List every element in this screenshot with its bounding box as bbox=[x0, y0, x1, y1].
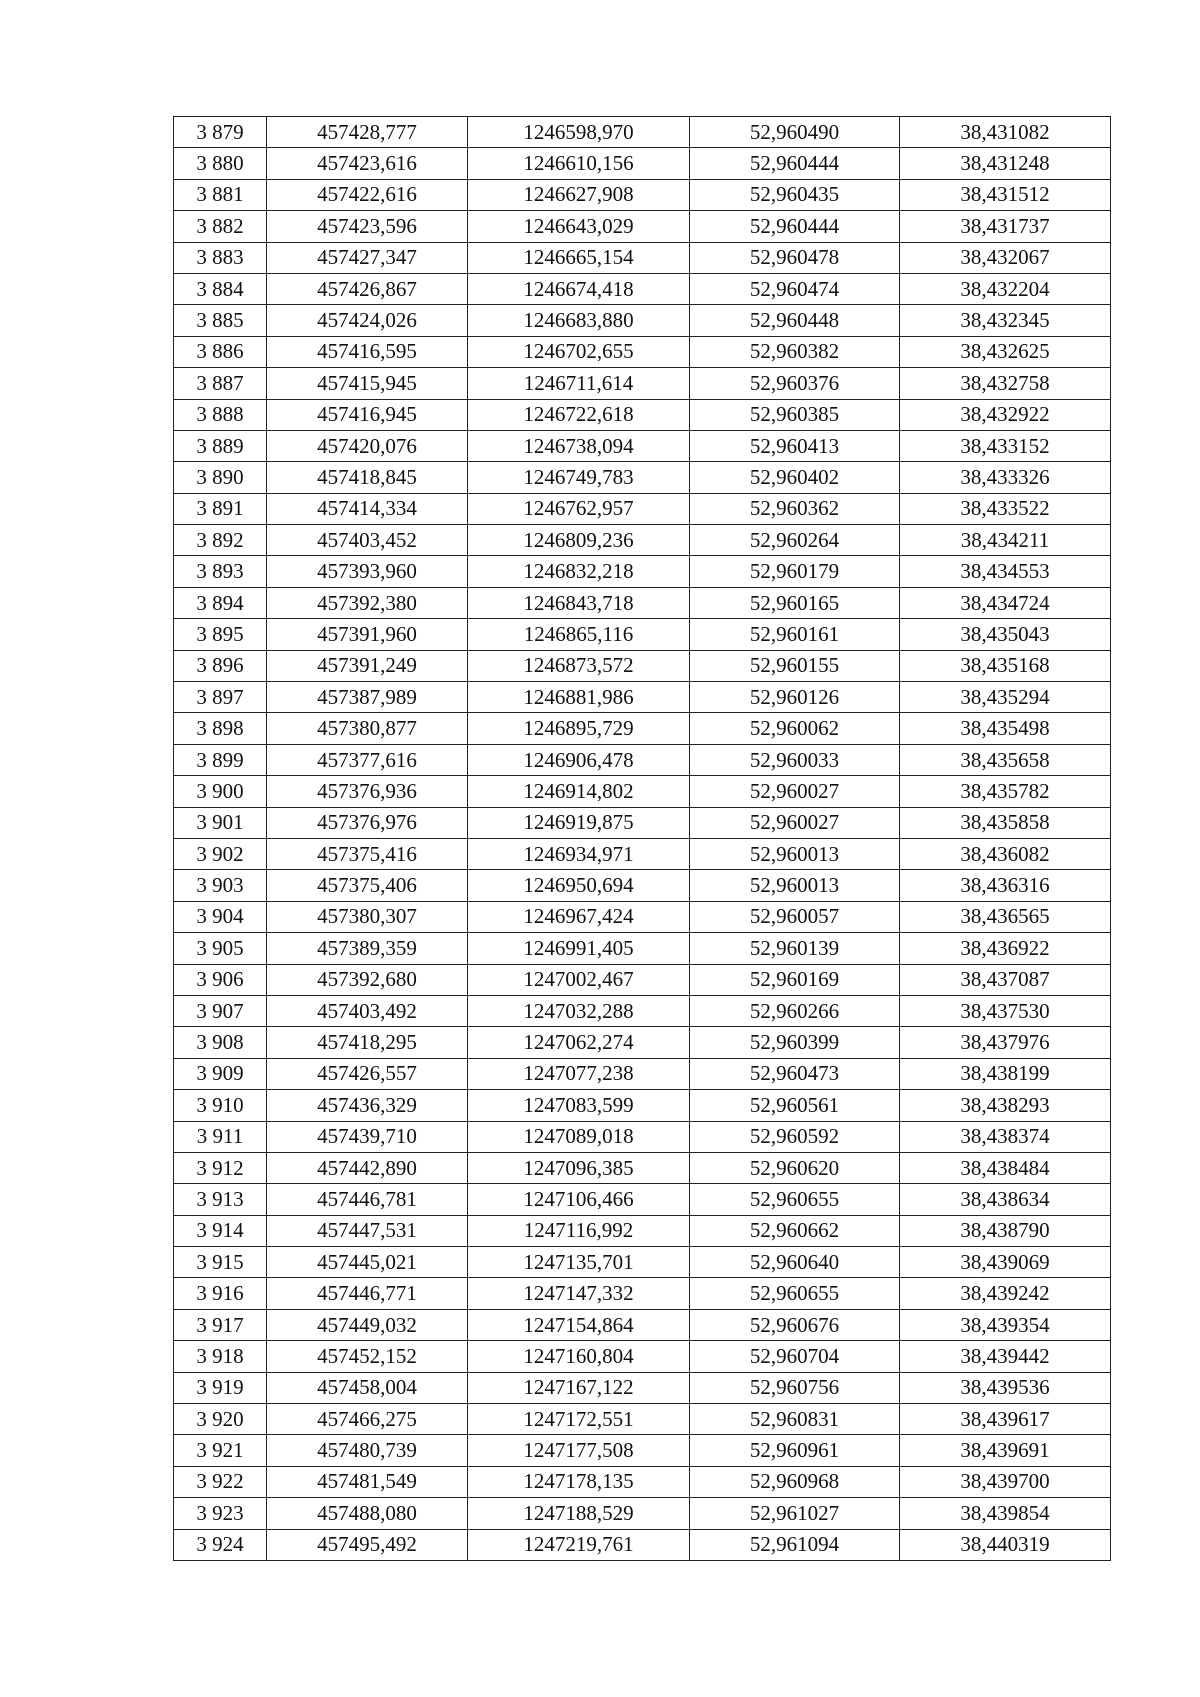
x-coordinate-cell: 457393,960 bbox=[267, 556, 468, 587]
longitude-cell: 38,440319 bbox=[900, 1529, 1111, 1560]
table-row bbox=[174, 838, 1111, 869]
y-coordinate-cell: 1247089,018 bbox=[468, 1121, 690, 1152]
longitude-cell: 38,436565 bbox=[900, 901, 1111, 932]
y-coordinate-cell: 1246702,655 bbox=[468, 336, 690, 367]
point-number-cell: 3 915 bbox=[174, 1247, 267, 1278]
point-number-cell: 3 884 bbox=[174, 273, 267, 304]
coordinates-table-body bbox=[174, 117, 1111, 1561]
point-number-cell: 3 895 bbox=[174, 619, 267, 650]
y-coordinate-cell: 1246906,478 bbox=[468, 744, 690, 775]
longitude-cell: 38,435043 bbox=[900, 619, 1111, 650]
table-row bbox=[174, 211, 1111, 242]
table-row bbox=[174, 682, 1111, 713]
table-row bbox=[174, 901, 1111, 932]
y-coordinate-cell: 1246895,729 bbox=[468, 713, 690, 744]
y-coordinate-cell: 1247135,701 bbox=[468, 1247, 690, 1278]
table-row bbox=[174, 368, 1111, 399]
latitude-cell: 52,960179 bbox=[690, 556, 900, 587]
latitude-cell: 52,960444 bbox=[690, 211, 900, 242]
latitude-cell: 52,960478 bbox=[690, 242, 900, 273]
longitude-cell: 38,433326 bbox=[900, 462, 1111, 493]
latitude-cell: 52,960385 bbox=[690, 399, 900, 430]
point-number-cell: 3 906 bbox=[174, 964, 267, 995]
point-number-cell: 3 907 bbox=[174, 995, 267, 1026]
table-row bbox=[174, 525, 1111, 556]
table-row bbox=[174, 556, 1111, 587]
y-coordinate-cell: 1246873,572 bbox=[468, 650, 690, 681]
table-row bbox=[174, 242, 1111, 273]
table-row bbox=[174, 964, 1111, 995]
y-coordinate-cell: 1246914,802 bbox=[468, 776, 690, 807]
x-coordinate-cell: 457391,960 bbox=[267, 619, 468, 650]
y-coordinate-cell: 1246919,875 bbox=[468, 807, 690, 838]
y-coordinate-cell: 1246809,236 bbox=[468, 525, 690, 556]
x-coordinate-cell: 457495,492 bbox=[267, 1529, 468, 1560]
latitude-cell: 52,960490 bbox=[690, 117, 900, 148]
table-row bbox=[174, 933, 1111, 964]
longitude-cell: 38,433152 bbox=[900, 430, 1111, 461]
longitude-cell: 38,438484 bbox=[900, 1152, 1111, 1183]
x-coordinate-cell: 457377,616 bbox=[267, 744, 468, 775]
point-number-cell: 3 911 bbox=[174, 1121, 267, 1152]
table-row bbox=[174, 776, 1111, 807]
latitude-cell: 52,960662 bbox=[690, 1215, 900, 1246]
latitude-cell: 52,960474 bbox=[690, 273, 900, 304]
longitude-cell: 38,439536 bbox=[900, 1372, 1111, 1403]
latitude-cell: 52,960831 bbox=[690, 1404, 900, 1435]
latitude-cell: 52,961027 bbox=[690, 1498, 900, 1529]
longitude-cell: 38,432758 bbox=[900, 368, 1111, 399]
x-coordinate-cell: 457418,845 bbox=[267, 462, 468, 493]
x-coordinate-cell: 457422,616 bbox=[267, 179, 468, 210]
longitude-cell: 38,432345 bbox=[900, 305, 1111, 336]
y-coordinate-cell: 1247032,288 bbox=[468, 995, 690, 1026]
x-coordinate-cell: 457375,406 bbox=[267, 870, 468, 901]
longitude-cell: 38,432204 bbox=[900, 273, 1111, 304]
point-number-cell: 3 908 bbox=[174, 1027, 267, 1058]
longitude-cell: 38,438199 bbox=[900, 1058, 1111, 1089]
latitude-cell: 52,960435 bbox=[690, 179, 900, 210]
longitude-cell: 38,439691 bbox=[900, 1435, 1111, 1466]
longitude-cell: 38,435782 bbox=[900, 776, 1111, 807]
latitude-cell: 52,960062 bbox=[690, 713, 900, 744]
latitude-cell: 52,960266 bbox=[690, 995, 900, 1026]
latitude-cell: 52,960382 bbox=[690, 336, 900, 367]
latitude-cell: 52,960676 bbox=[690, 1309, 900, 1340]
latitude-cell: 52,960620 bbox=[690, 1152, 900, 1183]
longitude-cell: 38,434211 bbox=[900, 525, 1111, 556]
point-number-cell: 3 905 bbox=[174, 933, 267, 964]
point-number-cell: 3 902 bbox=[174, 838, 267, 869]
table-row bbox=[174, 807, 1111, 838]
y-coordinate-cell: 1246865,116 bbox=[468, 619, 690, 650]
longitude-cell: 38,431248 bbox=[900, 148, 1111, 179]
longitude-cell: 38,438790 bbox=[900, 1215, 1111, 1246]
x-coordinate-cell: 457376,976 bbox=[267, 807, 468, 838]
y-coordinate-cell: 1246967,424 bbox=[468, 901, 690, 932]
table-row bbox=[174, 1215, 1111, 1246]
coordinates-table bbox=[173, 116, 1111, 1561]
table-row bbox=[174, 148, 1111, 179]
point-number-cell: 3 897 bbox=[174, 682, 267, 713]
y-coordinate-cell: 1247106,466 bbox=[468, 1184, 690, 1215]
latitude-cell: 52,960399 bbox=[690, 1027, 900, 1058]
x-coordinate-cell: 457466,275 bbox=[267, 1404, 468, 1435]
x-coordinate-cell: 457446,771 bbox=[267, 1278, 468, 1309]
table-row bbox=[174, 1152, 1111, 1183]
x-coordinate-cell: 457445,021 bbox=[267, 1247, 468, 1278]
point-number-cell: 3 888 bbox=[174, 399, 267, 430]
longitude-cell: 38,436316 bbox=[900, 870, 1111, 901]
table-row bbox=[174, 1466, 1111, 1497]
y-coordinate-cell: 1246610,156 bbox=[468, 148, 690, 179]
latitude-cell: 52,960169 bbox=[690, 964, 900, 995]
latitude-cell: 52,960362 bbox=[690, 493, 900, 524]
x-coordinate-cell: 457418,295 bbox=[267, 1027, 468, 1058]
latitude-cell: 52,960033 bbox=[690, 744, 900, 775]
latitude-cell: 52,961094 bbox=[690, 1529, 900, 1560]
y-coordinate-cell: 1246843,718 bbox=[468, 587, 690, 618]
y-coordinate-cell: 1247167,122 bbox=[468, 1372, 690, 1403]
table-row bbox=[174, 493, 1111, 524]
latitude-cell: 52,960165 bbox=[690, 587, 900, 618]
y-coordinate-cell: 1246934,971 bbox=[468, 838, 690, 869]
x-coordinate-cell: 457423,596 bbox=[267, 211, 468, 242]
point-number-cell: 3 898 bbox=[174, 713, 267, 744]
point-number-cell: 3 886 bbox=[174, 336, 267, 367]
x-coordinate-cell: 457392,380 bbox=[267, 587, 468, 618]
x-coordinate-cell: 457458,004 bbox=[267, 1372, 468, 1403]
y-coordinate-cell: 1246881,986 bbox=[468, 682, 690, 713]
point-number-cell: 3 896 bbox=[174, 650, 267, 681]
latitude-cell: 52,960376 bbox=[690, 368, 900, 399]
x-coordinate-cell: 457391,249 bbox=[267, 650, 468, 681]
latitude-cell: 52,960655 bbox=[690, 1184, 900, 1215]
longitude-cell: 38,431082 bbox=[900, 117, 1111, 148]
table-row bbox=[174, 1435, 1111, 1466]
x-coordinate-cell: 457375,416 bbox=[267, 838, 468, 869]
table-row bbox=[174, 399, 1111, 430]
y-coordinate-cell: 1247077,238 bbox=[468, 1058, 690, 1089]
longitude-cell: 38,439442 bbox=[900, 1341, 1111, 1372]
latitude-cell: 52,960013 bbox=[690, 870, 900, 901]
point-number-cell: 3 881 bbox=[174, 179, 267, 210]
x-coordinate-cell: 457426,867 bbox=[267, 273, 468, 304]
x-coordinate-cell: 457488,080 bbox=[267, 1498, 468, 1529]
y-coordinate-cell: 1246598,970 bbox=[468, 117, 690, 148]
point-number-cell: 3 910 bbox=[174, 1090, 267, 1121]
y-coordinate-cell: 1246665,154 bbox=[468, 242, 690, 273]
y-coordinate-cell: 1246627,908 bbox=[468, 179, 690, 210]
x-coordinate-cell: 457376,936 bbox=[267, 776, 468, 807]
x-coordinate-cell: 457447,531 bbox=[267, 1215, 468, 1246]
point-number-cell: 3 920 bbox=[174, 1404, 267, 1435]
longitude-cell: 38,435294 bbox=[900, 682, 1111, 713]
latitude-cell: 52,960640 bbox=[690, 1247, 900, 1278]
longitude-cell: 38,432922 bbox=[900, 399, 1111, 430]
table-row bbox=[174, 305, 1111, 336]
point-number-cell: 3 882 bbox=[174, 211, 267, 242]
point-number-cell: 3 912 bbox=[174, 1152, 267, 1183]
point-number-cell: 3 913 bbox=[174, 1184, 267, 1215]
longitude-cell: 38,436082 bbox=[900, 838, 1111, 869]
x-coordinate-cell: 457480,739 bbox=[267, 1435, 468, 1466]
y-coordinate-cell: 1247160,804 bbox=[468, 1341, 690, 1372]
latitude-cell: 52,960027 bbox=[690, 776, 900, 807]
point-number-cell: 3 916 bbox=[174, 1278, 267, 1309]
latitude-cell: 52,960961 bbox=[690, 1435, 900, 1466]
y-coordinate-cell: 1246832,218 bbox=[468, 556, 690, 587]
table-row bbox=[174, 1121, 1111, 1152]
x-coordinate-cell: 457403,452 bbox=[267, 525, 468, 556]
table-row bbox=[174, 1278, 1111, 1309]
latitude-cell: 52,960473 bbox=[690, 1058, 900, 1089]
x-coordinate-cell: 457423,616 bbox=[267, 148, 468, 179]
longitude-cell: 38,434553 bbox=[900, 556, 1111, 587]
latitude-cell: 52,960402 bbox=[690, 462, 900, 493]
x-coordinate-cell: 457427,347 bbox=[267, 242, 468, 273]
latitude-cell: 52,960155 bbox=[690, 650, 900, 681]
longitude-cell: 38,435858 bbox=[900, 807, 1111, 838]
point-number-cell: 3 900 bbox=[174, 776, 267, 807]
table-row bbox=[174, 179, 1111, 210]
longitude-cell: 38,439242 bbox=[900, 1278, 1111, 1309]
longitude-cell: 38,437087 bbox=[900, 964, 1111, 995]
x-coordinate-cell: 457439,710 bbox=[267, 1121, 468, 1152]
y-coordinate-cell: 1247062,274 bbox=[468, 1027, 690, 1058]
table-row bbox=[174, 1498, 1111, 1529]
latitude-cell: 52,960448 bbox=[690, 305, 900, 336]
point-number-cell: 3 901 bbox=[174, 807, 267, 838]
x-coordinate-cell: 457380,877 bbox=[267, 713, 468, 744]
point-number-cell: 3 909 bbox=[174, 1058, 267, 1089]
table-row bbox=[174, 870, 1111, 901]
y-coordinate-cell: 1246738,094 bbox=[468, 430, 690, 461]
latitude-cell: 52,960704 bbox=[690, 1341, 900, 1372]
table-row bbox=[174, 1372, 1111, 1403]
point-number-cell: 3 903 bbox=[174, 870, 267, 901]
y-coordinate-cell: 1247172,551 bbox=[468, 1404, 690, 1435]
point-number-cell: 3 891 bbox=[174, 493, 267, 524]
y-coordinate-cell: 1247116,992 bbox=[468, 1215, 690, 1246]
x-coordinate-cell: 457452,152 bbox=[267, 1341, 468, 1372]
y-coordinate-cell: 1247083,599 bbox=[468, 1090, 690, 1121]
latitude-cell: 52,960561 bbox=[690, 1090, 900, 1121]
y-coordinate-cell: 1246722,618 bbox=[468, 399, 690, 430]
x-coordinate-cell: 457426,557 bbox=[267, 1058, 468, 1089]
latitude-cell: 52,960013 bbox=[690, 838, 900, 869]
point-number-cell: 3 879 bbox=[174, 117, 267, 148]
point-number-cell: 3 887 bbox=[174, 368, 267, 399]
point-number-cell: 3 883 bbox=[174, 242, 267, 273]
longitude-cell: 38,434724 bbox=[900, 587, 1111, 618]
longitude-cell: 38,433522 bbox=[900, 493, 1111, 524]
latitude-cell: 52,960139 bbox=[690, 933, 900, 964]
x-coordinate-cell: 457449,032 bbox=[267, 1309, 468, 1340]
x-coordinate-cell: 457442,890 bbox=[267, 1152, 468, 1183]
table-row bbox=[174, 1404, 1111, 1435]
point-number-cell: 3 904 bbox=[174, 901, 267, 932]
longitude-cell: 38,436922 bbox=[900, 933, 1111, 964]
y-coordinate-cell: 1247154,864 bbox=[468, 1309, 690, 1340]
longitude-cell: 38,435658 bbox=[900, 744, 1111, 775]
table-row bbox=[174, 273, 1111, 304]
latitude-cell: 52,960655 bbox=[690, 1278, 900, 1309]
point-number-cell: 3 924 bbox=[174, 1529, 267, 1560]
table-row bbox=[174, 1247, 1111, 1278]
longitude-cell: 38,438374 bbox=[900, 1121, 1111, 1152]
point-number-cell: 3 921 bbox=[174, 1435, 267, 1466]
table-row bbox=[174, 713, 1111, 744]
longitude-cell: 38,431737 bbox=[900, 211, 1111, 242]
point-number-cell: 3 917 bbox=[174, 1309, 267, 1340]
latitude-cell: 52,960756 bbox=[690, 1372, 900, 1403]
longitude-cell: 38,438634 bbox=[900, 1184, 1111, 1215]
longitude-cell: 38,432067 bbox=[900, 242, 1111, 273]
point-number-cell: 3 880 bbox=[174, 148, 267, 179]
table-row bbox=[174, 587, 1111, 618]
x-coordinate-cell: 457428,777 bbox=[267, 117, 468, 148]
y-coordinate-cell: 1247188,529 bbox=[468, 1498, 690, 1529]
x-coordinate-cell: 457416,595 bbox=[267, 336, 468, 367]
y-coordinate-cell: 1246762,957 bbox=[468, 493, 690, 524]
latitude-cell: 52,960592 bbox=[690, 1121, 900, 1152]
table-row bbox=[174, 1090, 1111, 1121]
point-number-cell: 3 885 bbox=[174, 305, 267, 336]
table-row bbox=[174, 1341, 1111, 1372]
y-coordinate-cell: 1247002,467 bbox=[468, 964, 690, 995]
longitude-cell: 38,439854 bbox=[900, 1498, 1111, 1529]
latitude-cell: 52,960161 bbox=[690, 619, 900, 650]
longitude-cell: 38,439354 bbox=[900, 1309, 1111, 1340]
table-row bbox=[174, 1184, 1111, 1215]
latitude-cell: 52,960413 bbox=[690, 430, 900, 461]
x-coordinate-cell: 457415,945 bbox=[267, 368, 468, 399]
y-coordinate-cell: 1247178,135 bbox=[468, 1466, 690, 1497]
table-row bbox=[174, 1309, 1111, 1340]
y-coordinate-cell: 1246950,694 bbox=[468, 870, 690, 901]
y-coordinate-cell: 1247177,508 bbox=[468, 1435, 690, 1466]
latitude-cell: 52,960264 bbox=[690, 525, 900, 556]
x-coordinate-cell: 457387,989 bbox=[267, 682, 468, 713]
x-coordinate-cell: 457414,334 bbox=[267, 493, 468, 524]
x-coordinate-cell: 457416,945 bbox=[267, 399, 468, 430]
y-coordinate-cell: 1246643,029 bbox=[468, 211, 690, 242]
y-coordinate-cell: 1247219,761 bbox=[468, 1529, 690, 1560]
table-row bbox=[174, 1529, 1111, 1560]
y-coordinate-cell: 1247147,332 bbox=[468, 1278, 690, 1309]
longitude-cell: 38,435498 bbox=[900, 713, 1111, 744]
point-number-cell: 3 892 bbox=[174, 525, 267, 556]
x-coordinate-cell: 457436,329 bbox=[267, 1090, 468, 1121]
table-row bbox=[174, 619, 1111, 650]
table-row bbox=[174, 1058, 1111, 1089]
y-coordinate-cell: 1246683,880 bbox=[468, 305, 690, 336]
table-row bbox=[174, 1027, 1111, 1058]
y-coordinate-cell: 1247096,385 bbox=[468, 1152, 690, 1183]
x-coordinate-cell: 457424,026 bbox=[267, 305, 468, 336]
table-row bbox=[174, 744, 1111, 775]
x-coordinate-cell: 457392,680 bbox=[267, 964, 468, 995]
y-coordinate-cell: 1246674,418 bbox=[468, 273, 690, 304]
longitude-cell: 38,439069 bbox=[900, 1247, 1111, 1278]
longitude-cell: 38,431512 bbox=[900, 179, 1111, 210]
x-coordinate-cell: 457403,492 bbox=[267, 995, 468, 1026]
latitude-cell: 52,960444 bbox=[690, 148, 900, 179]
longitude-cell: 38,435168 bbox=[900, 650, 1111, 681]
x-coordinate-cell: 457420,076 bbox=[267, 430, 468, 461]
latitude-cell: 52,960027 bbox=[690, 807, 900, 838]
point-number-cell: 3 893 bbox=[174, 556, 267, 587]
y-coordinate-cell: 1246749,783 bbox=[468, 462, 690, 493]
latitude-cell: 52,960057 bbox=[690, 901, 900, 932]
latitude-cell: 52,960126 bbox=[690, 682, 900, 713]
table-row bbox=[174, 995, 1111, 1026]
point-number-cell: 3 914 bbox=[174, 1215, 267, 1246]
longitude-cell: 38,437976 bbox=[900, 1027, 1111, 1058]
longitude-cell: 38,437530 bbox=[900, 995, 1111, 1026]
table-row bbox=[174, 462, 1111, 493]
longitude-cell: 38,439617 bbox=[900, 1404, 1111, 1435]
table-row bbox=[174, 650, 1111, 681]
point-number-cell: 3 918 bbox=[174, 1341, 267, 1372]
y-coordinate-cell: 1246991,405 bbox=[468, 933, 690, 964]
point-number-cell: 3 889 bbox=[174, 430, 267, 461]
y-coordinate-cell: 1246711,614 bbox=[468, 368, 690, 399]
point-number-cell: 3 894 bbox=[174, 587, 267, 618]
point-number-cell: 3 919 bbox=[174, 1372, 267, 1403]
x-coordinate-cell: 457446,781 bbox=[267, 1184, 468, 1215]
point-number-cell: 3 923 bbox=[174, 1498, 267, 1529]
x-coordinate-cell: 457389,359 bbox=[267, 933, 468, 964]
longitude-cell: 38,439700 bbox=[900, 1466, 1111, 1497]
latitude-cell: 52,960968 bbox=[690, 1466, 900, 1497]
point-number-cell: 3 890 bbox=[174, 462, 267, 493]
x-coordinate-cell: 457380,307 bbox=[267, 901, 468, 932]
point-number-cell: 3 899 bbox=[174, 744, 267, 775]
longitude-cell: 38,438293 bbox=[900, 1090, 1111, 1121]
table-row bbox=[174, 336, 1111, 367]
point-number-cell: 3 922 bbox=[174, 1466, 267, 1497]
x-coordinate-cell: 457481,549 bbox=[267, 1466, 468, 1497]
table-row bbox=[174, 430, 1111, 461]
longitude-cell: 38,432625 bbox=[900, 336, 1111, 367]
table-row bbox=[174, 117, 1111, 148]
